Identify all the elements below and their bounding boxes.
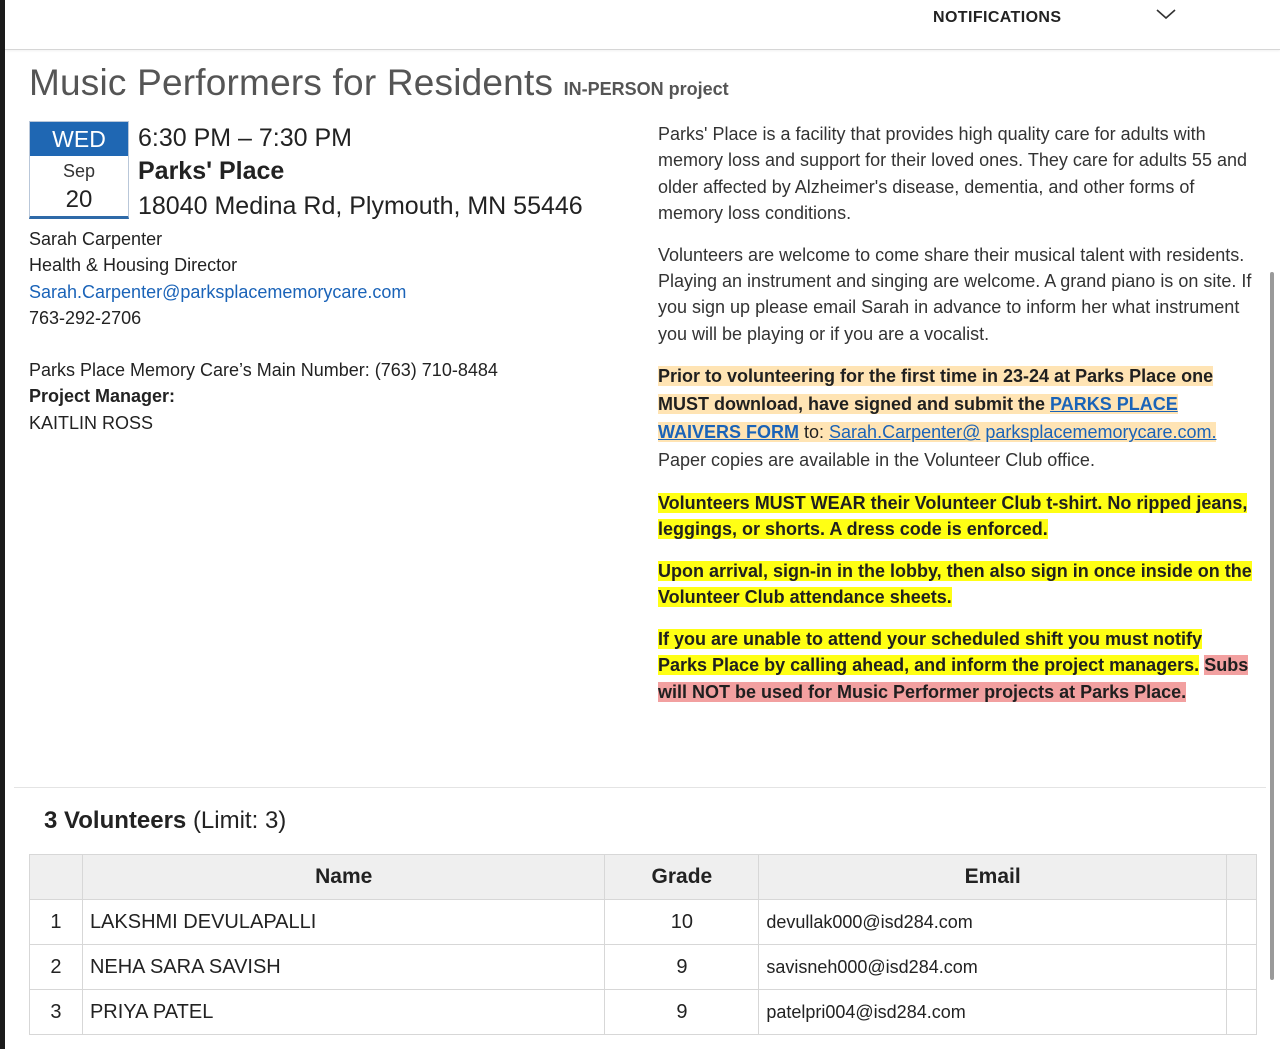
description-paragraph-1: Parks' Place is a facility that provides high quality care for adults with memory loss and support for their loved ones. They care for adults 55 and older affected by Alzheimer's disease, dementia, and other forms of memory loss conditions. bbox=[658, 124, 1247, 223]
contact-role: Health & Housing Director bbox=[29, 255, 238, 276]
row-number: 3 bbox=[30, 990, 83, 1035]
contact-name: Sarah Carpenter bbox=[29, 229, 163, 249]
subs-warning: Subs will NOT be used for Music Performer projects at Parks Place. bbox=[658, 655, 1249, 702]
contact-phone: 763-292-2706 bbox=[29, 307, 142, 328]
project-description bbox=[658, 121, 1254, 720]
event-place: Parks' Place bbox=[138, 157, 285, 185]
calendar-date-card bbox=[29, 121, 129, 219]
dress-code-paragraph bbox=[658, 490, 1254, 543]
column-header-number bbox=[30, 855, 83, 900]
vertical-scrollbar[interactable] bbox=[1270, 272, 1274, 980]
project-manager-label: Project Manager: bbox=[29, 386, 176, 407]
column-header-email[interactable]: Email bbox=[759, 855, 1227, 900]
waiver-intro: Prior to volunteering for the first time in 23-24 at Parks Place one MUST download, have signed and submit the bbox=[658, 366, 1214, 415]
volunteer-limit: (Limit: 3) bbox=[192, 807, 287, 834]
volunteer-grade: 10 bbox=[605, 900, 759, 945]
notify-paragraph bbox=[658, 626, 1254, 705]
volunteers-heading bbox=[44, 807, 286, 835]
dress-code-text: Volunteers MUST WEAR their Volunteer Club t-shirt. No ripped jeans, leggings, or shorts. A dress code is enforced. bbox=[658, 492, 1248, 540]
volunteer-email: devullak000@isd284.com bbox=[759, 900, 1227, 945]
description-paragraph-2: Volunteers are welcome to come share their musical talent with residents. Playing an instrument and singing are welcome. A grand piano is on site. If you sign up please email Sarah in advance to inform her what instrument you will be playing or if you are a vocalist. bbox=[658, 244, 1252, 344]
project-title: Music Performers for Residents bbox=[29, 62, 554, 103]
contact-spacer bbox=[29, 331, 498, 357]
table-header-row bbox=[30, 855, 1257, 900]
event-address: 18040 Medina Rd, Plymouth, MN 55446 bbox=[138, 192, 583, 220]
contact-email-link[interactable]: Sarah.Carpenter@parksplacememorycare.com bbox=[29, 281, 407, 302]
volunteer-name: LAKSHMI DEVULAPALLI bbox=[82, 900, 605, 945]
column-header-extra bbox=[1227, 855, 1257, 900]
contact-info bbox=[29, 226, 498, 436]
project-type-tag: IN-PERSON project bbox=[563, 79, 729, 99]
volunteer-email: patelpri004@isd284.com bbox=[759, 990, 1227, 1035]
column-header-grade[interactable]: Grade bbox=[605, 855, 759, 900]
volunteers-table bbox=[29, 854, 1257, 1035]
event-time: 6:30 PM – 7:30 PM bbox=[138, 124, 353, 152]
waiver-email-link-1[interactable]: Sarah.Carpenter@ bbox=[829, 422, 981, 443]
project-manager-name: KAITLIN ROSS bbox=[29, 412, 154, 433]
waiver-paragraph bbox=[658, 362, 1254, 474]
top-bar bbox=[5, 0, 1280, 50]
main-number: Parks Place Memory Care’s Main Number: (763) 710-8484 bbox=[29, 360, 498, 381]
volunteer-name: PRIYA PATEL bbox=[82, 990, 605, 1035]
volunteer-email: savisneh000@isd284.com bbox=[759, 945, 1227, 990]
volunteer-name: NEHA SARA SAVISH bbox=[82, 945, 605, 990]
table-row bbox=[30, 900, 1257, 945]
sign-in-paragraph bbox=[658, 558, 1254, 611]
waiver-tail: Paper copies are available in the Volunteer Club office. bbox=[658, 450, 1095, 471]
row-number: 1 bbox=[30, 900, 83, 945]
calendar-day-number: 20 bbox=[65, 186, 93, 213]
sign-in-text: Upon arrival, sign-in in the lobby, then also sign in once inside on the Volunteer Club attendance sheets. bbox=[658, 560, 1252, 608]
volunteer-count: 3 Volunteers bbox=[44, 807, 187, 834]
table-row bbox=[30, 945, 1257, 990]
column-header-name[interactable]: Name bbox=[82, 855, 605, 900]
calendar-weekday: WED bbox=[30, 122, 128, 156]
notify-text: If you are unable to attend your scheduled shift you must notify Parks Place by calling ahead, and inform the project managers. bbox=[658, 629, 1203, 676]
waivers-form-link[interactable]: PARKS PLACE WAIVERS FORM bbox=[658, 394, 1178, 443]
row-extra-cell bbox=[1227, 990, 1257, 1035]
page-title bbox=[29, 62, 729, 104]
row-number: 2 bbox=[30, 945, 83, 990]
table-row bbox=[30, 990, 1257, 1035]
row-extra-cell bbox=[1227, 900, 1257, 945]
volunteer-grade: 9 bbox=[605, 945, 759, 990]
window-edge bbox=[0, 0, 5, 1049]
row-extra-cell bbox=[1227, 945, 1257, 990]
notifications-menu[interactable]: NOTIFICATIONS bbox=[933, 9, 1062, 26]
calendar-month: Sep bbox=[62, 161, 96, 181]
chevron-down-icon[interactable] bbox=[1155, 6, 1177, 22]
section-divider bbox=[14, 787, 1266, 788]
waiver-to: to: bbox=[799, 422, 830, 443]
waiver-email-link-2[interactable]: parksplacememorycare.com. bbox=[985, 422, 1217, 443]
volunteer-grade: 9 bbox=[605, 990, 759, 1035]
